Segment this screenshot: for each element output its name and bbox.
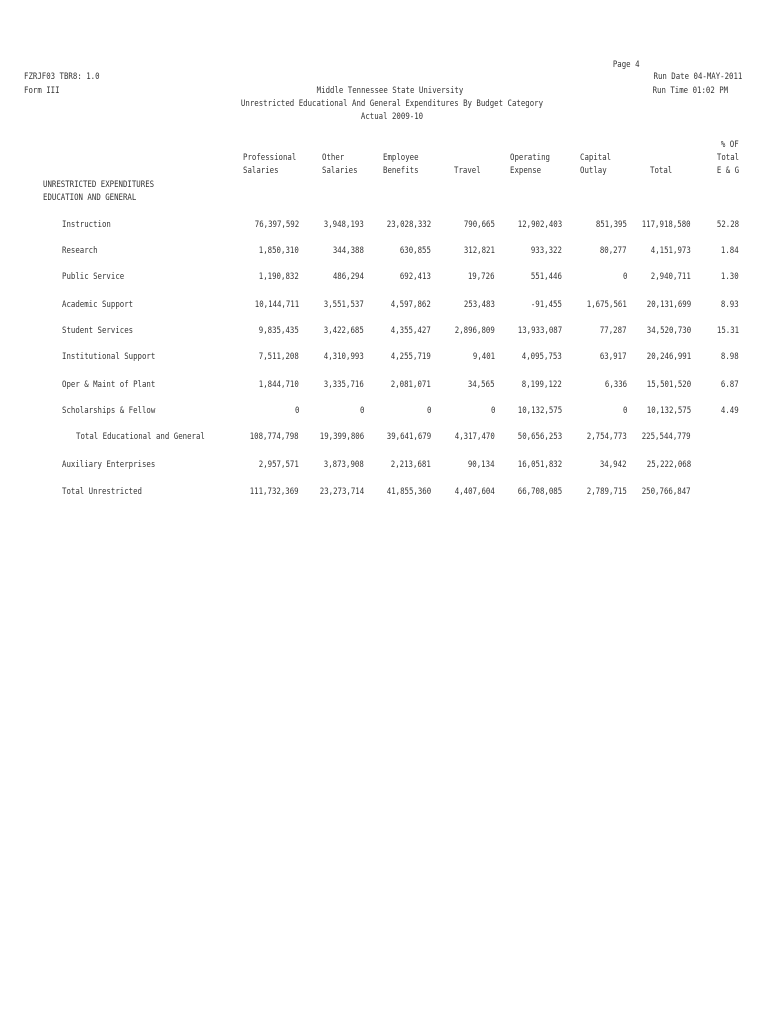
row-cell-col-1: 1,190,832 — [258, 272, 299, 282]
row-label: Institutional Support — [62, 352, 156, 362]
row-cell-col-6: 2,754,773 — [586, 432, 627, 442]
row-cell-col-1: 76,397,592 — [254, 220, 299, 230]
table-row — [0, 221, 770, 233]
row-cell-col-6: 63,917 — [600, 352, 627, 362]
form-label: Form III — [24, 86, 60, 96]
row-cell-col-3: 692,413 — [399, 272, 431, 282]
row-cell-col-8: 52.28 — [716, 220, 739, 230]
row-cell-col-4: 90,134 — [468, 460, 495, 470]
column-header-8-line-2: Total — [716, 153, 739, 163]
row-label: Student Services — [62, 326, 134, 336]
row-cell-col-7: 225,544,779 — [642, 432, 691, 442]
row-cell-col-8: 8.98 — [721, 352, 739, 362]
table-row — [0, 353, 770, 365]
row-label: Total Educational and General — [76, 432, 205, 442]
page-number: Page 4 — [613, 60, 640, 70]
row-cell-col-5: 12,902,403 — [517, 220, 562, 230]
row-cell-col-1: 108,774,798 — [250, 432, 299, 442]
run-date: Run Date 04-MAY-2011 — [653, 72, 742, 82]
university-name: Middle Tennessee State University — [316, 86, 464, 96]
table-row — [0, 488, 770, 500]
table-row — [0, 273, 770, 285]
row-cell-col-2: 3,948,193 — [323, 220, 364, 230]
row-cell-col-7: 34,520,730 — [646, 326, 691, 336]
table-row — [0, 407, 770, 419]
row-label: Instruction — [62, 220, 111, 230]
table-row — [0, 461, 770, 473]
row-cell-col-7: 4,151,973 — [650, 246, 691, 256]
table-row — [0, 247, 770, 259]
column-header-5-line-1: Operating — [510, 153, 551, 163]
column-header-7-line-2: Total — [650, 166, 673, 176]
section-subtitle: EDUCATION AND GENERAL — [43, 193, 137, 203]
row-cell-col-4: 0 — [490, 406, 495, 416]
row-label: Oper & Maint of Plant — [62, 380, 156, 390]
row-cell-col-5: 50,656,253 — [517, 432, 562, 442]
row-cell-col-4: 312,821 — [463, 246, 495, 256]
table-row — [0, 301, 770, 313]
row-cell-col-1: 2,957,571 — [258, 460, 299, 470]
row-label: Academic Support — [62, 300, 134, 310]
row-cell-col-7: 15,501,520 — [646, 380, 691, 390]
row-cell-col-6: 851,395 — [595, 220, 627, 230]
row-cell-col-1: 10,144,711 — [254, 300, 299, 310]
row-label: Research — [62, 246, 98, 256]
row-cell-col-2: 4,310,993 — [323, 352, 364, 362]
row-cell-col-5: 933,322 — [530, 246, 562, 256]
row-cell-col-6: 6,336 — [604, 380, 627, 390]
row-cell-col-6: 1,675,561 — [586, 300, 627, 310]
row-cell-col-7: 20,131,699 — [646, 300, 691, 310]
row-cell-col-7: 25,222,068 — [646, 460, 691, 470]
table-row — [0, 327, 770, 339]
row-cell-col-4: 4,317,470 — [454, 432, 495, 442]
row-cell-col-7: 2,940,711 — [650, 272, 691, 282]
column-header-2-line-1: Other — [322, 153, 345, 163]
row-cell-col-4: 19,726 — [468, 272, 495, 282]
row-cell-col-3: 2,213,681 — [390, 460, 431, 470]
row-cell-col-3: 4,255,719 — [390, 352, 431, 362]
row-cell-col-8: 6.87 — [721, 380, 739, 390]
row-cell-col-6: 0 — [622, 406, 627, 416]
row-cell-col-6: 2,789,715 — [586, 487, 627, 497]
row-cell-col-2: 486,294 — [332, 272, 364, 282]
row-cell-col-6: 77,287 — [600, 326, 627, 336]
column-header-1-line-2: Salaries — [243, 166, 279, 176]
row-label: Total Unrestricted — [62, 487, 142, 497]
row-cell-col-1: 9,835,435 — [258, 326, 299, 336]
row-cell-col-1: 7,511,208 — [258, 352, 299, 362]
row-cell-col-4: 4,407,604 — [454, 487, 495, 497]
row-cell-col-5: 4,095,753 — [521, 352, 562, 362]
row-cell-col-5: 551,446 — [530, 272, 562, 282]
row-cell-col-2: 23,273,714 — [319, 487, 364, 497]
row-cell-col-3: 630,855 — [399, 246, 431, 256]
row-cell-col-5: 13,933,087 — [517, 326, 562, 336]
row-cell-col-7: 117,918,580 — [642, 220, 691, 230]
row-cell-col-3: 2,081,071 — [390, 380, 431, 390]
row-cell-col-1: 1,844,710 — [258, 380, 299, 390]
section-title: UNRESTRICTED EXPENDITURES — [43, 180, 155, 190]
column-header-3-line-2: Benefits — [383, 166, 419, 176]
row-cell-col-8: 15.31 — [716, 326, 739, 336]
row-cell-col-5: -91,455 — [530, 300, 562, 310]
row-cell-col-4: 790,665 — [463, 220, 495, 230]
row-cell-col-8: 4.49 — [721, 406, 739, 416]
row-cell-col-7: 250,766,847 — [642, 487, 691, 497]
row-cell-col-3: 39,641,679 — [386, 432, 431, 442]
row-cell-col-2: 3,873,908 — [323, 460, 364, 470]
row-cell-col-8: 1.84 — [721, 246, 739, 256]
column-header-3-line-1: Employee — [383, 153, 419, 163]
table-row — [0, 433, 770, 445]
table-row — [0, 381, 770, 393]
row-cell-col-5: 66,708,085 — [517, 487, 562, 497]
column-header-6-line-1: Capital — [580, 153, 612, 163]
row-cell-col-1: 111,732,369 — [250, 487, 299, 497]
column-header-8-line-1: % OF — [721, 140, 739, 150]
row-cell-col-2: 0 — [359, 406, 364, 416]
row-cell-col-7: 20,246,991 — [646, 352, 691, 362]
row-label: Public Service — [62, 272, 125, 282]
report-period: Actual 2009-10 — [360, 112, 424, 122]
row-cell-col-5: 8,199,122 — [521, 380, 562, 390]
row-cell-col-6: 0 — [622, 272, 627, 282]
column-header-2-line-2: Salaries — [322, 166, 358, 176]
row-cell-col-4: 253,483 — [463, 300, 495, 310]
column-header-6-line-2: Outlay — [580, 166, 607, 176]
row-cell-col-3: 23,028,332 — [386, 220, 431, 230]
row-cell-col-3: 0 — [426, 406, 431, 416]
row-label: Auxiliary Enterprises — [62, 460, 156, 470]
column-header-1-line-1: Professional — [243, 153, 297, 163]
row-cell-col-3: 41,855,360 — [386, 487, 431, 497]
row-cell-col-5: 10,132,575 — [517, 406, 562, 416]
run-time: Run Time 01:02 PM — [652, 86, 728, 96]
row-cell-col-6: 80,277 — [600, 246, 627, 256]
row-cell-col-2: 19,399,806 — [319, 432, 364, 442]
column-header-8-line-3: E & G — [716, 166, 739, 176]
row-cell-col-7: 10,132,575 — [646, 406, 691, 416]
row-cell-col-8: 1.30 — [721, 272, 739, 282]
report-title: Unrestricted Educational And General Expenditures By Budget Category — [240, 99, 544, 109]
column-header-5-line-2: Expense — [510, 166, 542, 176]
row-cell-col-3: 4,355,427 — [390, 326, 431, 336]
row-cell-col-2: 3,551,537 — [323, 300, 364, 310]
form-id: FZRJF03 TBR8: 1.0 — [24, 72, 100, 82]
row-cell-col-5: 16,051,832 — [517, 460, 562, 470]
row-cell-col-1: 0 — [294, 406, 299, 416]
row-cell-col-6: 34,942 — [600, 460, 627, 470]
row-cell-col-4: 9,401 — [472, 352, 495, 362]
row-cell-col-2: 344,388 — [332, 246, 364, 256]
row-cell-col-1: 1,850,310 — [258, 246, 299, 256]
row-cell-col-8: 8.93 — [721, 300, 739, 310]
row-label: Scholarships & Fellow — [62, 406, 156, 416]
column-header-4-line-2: Travel — [454, 166, 481, 176]
row-cell-col-4: 34,565 — [468, 380, 495, 390]
row-cell-col-4: 2,896,809 — [454, 326, 495, 336]
row-cell-col-3: 4,597,862 — [390, 300, 431, 310]
row-cell-col-2: 3,335,716 — [323, 380, 364, 390]
row-cell-col-2: 3,422,685 — [323, 326, 364, 336]
